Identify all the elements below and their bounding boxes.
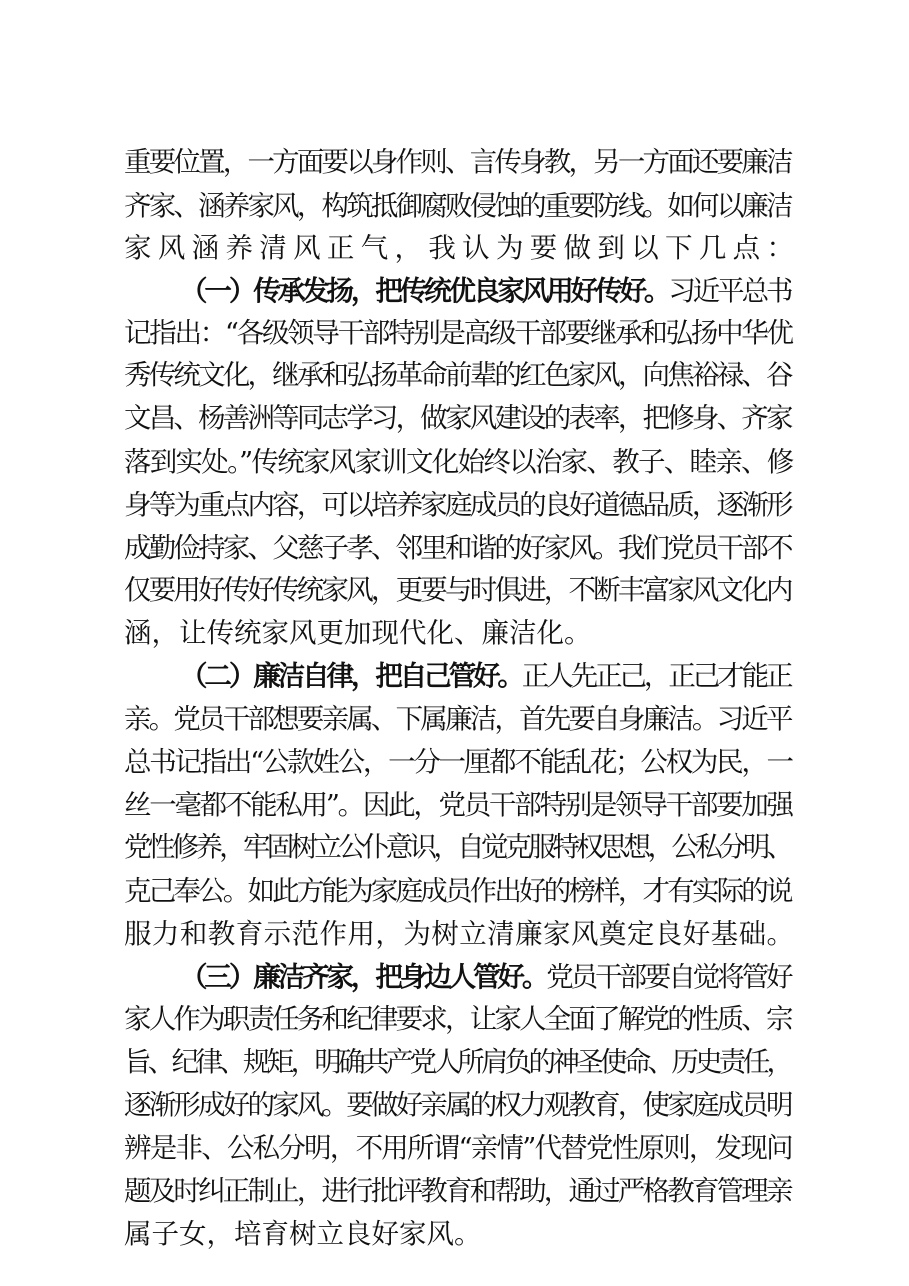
text-line xyxy=(124,483,791,527)
body-text: 属子女，培育树立良好家风。 xyxy=(124,1218,482,1250)
body-text: 正人先正己，正己才能正 xyxy=(521,660,791,692)
text-line xyxy=(124,697,791,741)
text-line xyxy=(124,140,791,184)
body-text: 仅要用好传好传统家风，更要与时俱进，不断丰富家风文化内 xyxy=(124,574,791,606)
body-text: 秀传统文化，继承和弘扬革命前辈的红色家风，向焦裕禄、谷 xyxy=(124,359,791,391)
text-line xyxy=(124,396,791,440)
text-line xyxy=(180,269,790,313)
body-text: 家人作为职责任务和纪律要求，让家人全面了解党的性质、宗 xyxy=(124,1003,791,1035)
text-line xyxy=(180,955,790,999)
text-line xyxy=(124,526,791,570)
text-line xyxy=(124,1169,791,1213)
body-text: 总书记指出“公款姓公，一分一厘都不能乱花；公权为民，一 xyxy=(124,746,792,778)
text-line xyxy=(124,1212,482,1256)
body-text: 身等为重点内容，可以培养家庭成员的良好道德品质，逐渐形 xyxy=(124,489,791,521)
body-text: 党性修养，牢固树立公仆意识，自觉克服特权思想，公私分明、 xyxy=(124,831,791,863)
body-text: 逐渐形成好的家风。要做好亲属的权力观教育，使家庭成员明 xyxy=(124,1089,791,1121)
body-text: 服力和教育示范作用，为树立清廉家风奠定良好基础。 xyxy=(124,918,795,950)
text-line xyxy=(124,184,791,228)
body-text: 家风涵养清风正气，我认为要做到以下几点： xyxy=(124,232,801,264)
body-text: 文昌、杨善洲等同志学习，做家风建设的表率，把修身、齐家 xyxy=(124,402,791,434)
text-line xyxy=(124,226,800,270)
text-line xyxy=(124,1126,792,1170)
text-line xyxy=(124,311,792,355)
body-text: 党员干部要自觉将管好 xyxy=(546,961,791,993)
body-text: 涵，让传统家风更加现代化、廉洁化。 xyxy=(124,617,592,649)
body-text: 亲。党员干部想要亲属、下属廉洁，首先要自身廉洁。习近平 xyxy=(124,703,791,735)
body-text: 记指出：“各级领导干部特别是高级干部要继承和弘扬中华优 xyxy=(124,317,792,349)
body-text: 丝一毫都不能私用”。因此，党员干部特别是领导干部要加强 xyxy=(124,789,792,821)
heading-text: （三）廉洁齐家，把身边人管好。 xyxy=(180,961,547,993)
body-text: 齐家、涵养家风，构筑抵御腐败侵蚀的重要防线。如何以廉洁 xyxy=(124,190,791,222)
text-line xyxy=(124,1083,791,1127)
body-text: 重要位置，一方面要以身作则、言传身教，另一方面还要廉洁 xyxy=(124,146,791,178)
text-line xyxy=(180,654,790,698)
body-text: 成勤俭持家、父慈子孝、邻里和谐的好家风。我们党员干部不 xyxy=(124,532,791,564)
text-line xyxy=(124,568,791,612)
body-text: 旨、纪律、规矩，明确共产党人所肩负的神圣使命、历史责任， xyxy=(124,1046,791,1078)
text-line xyxy=(124,912,794,956)
heading-text: （二）廉洁自律，把自己管好。 xyxy=(180,660,522,692)
text-line xyxy=(124,353,791,397)
text-line xyxy=(124,825,790,869)
text-line xyxy=(124,997,791,1041)
body-text: 习近平总书 xyxy=(668,275,791,307)
text-line xyxy=(124,611,592,655)
body-text: 题及时纠正制止，进行批评教育和帮助，通过严格教育管理亲 xyxy=(124,1175,791,1207)
heading-text: （一）传承发扬，把传统优良家风用好传好。 xyxy=(180,275,669,307)
text-line xyxy=(124,869,791,913)
body-text: 落到实处。”传统家风家训文化始终以治家、教子、睦亲、修 xyxy=(124,446,793,478)
body-text: 辨是非、公私分明，不用所谓“亲情”代替党性原则，发现问 xyxy=(124,1132,792,1164)
text-line xyxy=(124,1040,790,1084)
body-text: 克己奉公。如此方能为家庭成员作出好的榜样，才有实际的说 xyxy=(124,875,791,907)
text-line xyxy=(124,783,792,827)
text-line xyxy=(124,440,793,484)
text-line xyxy=(124,740,792,784)
